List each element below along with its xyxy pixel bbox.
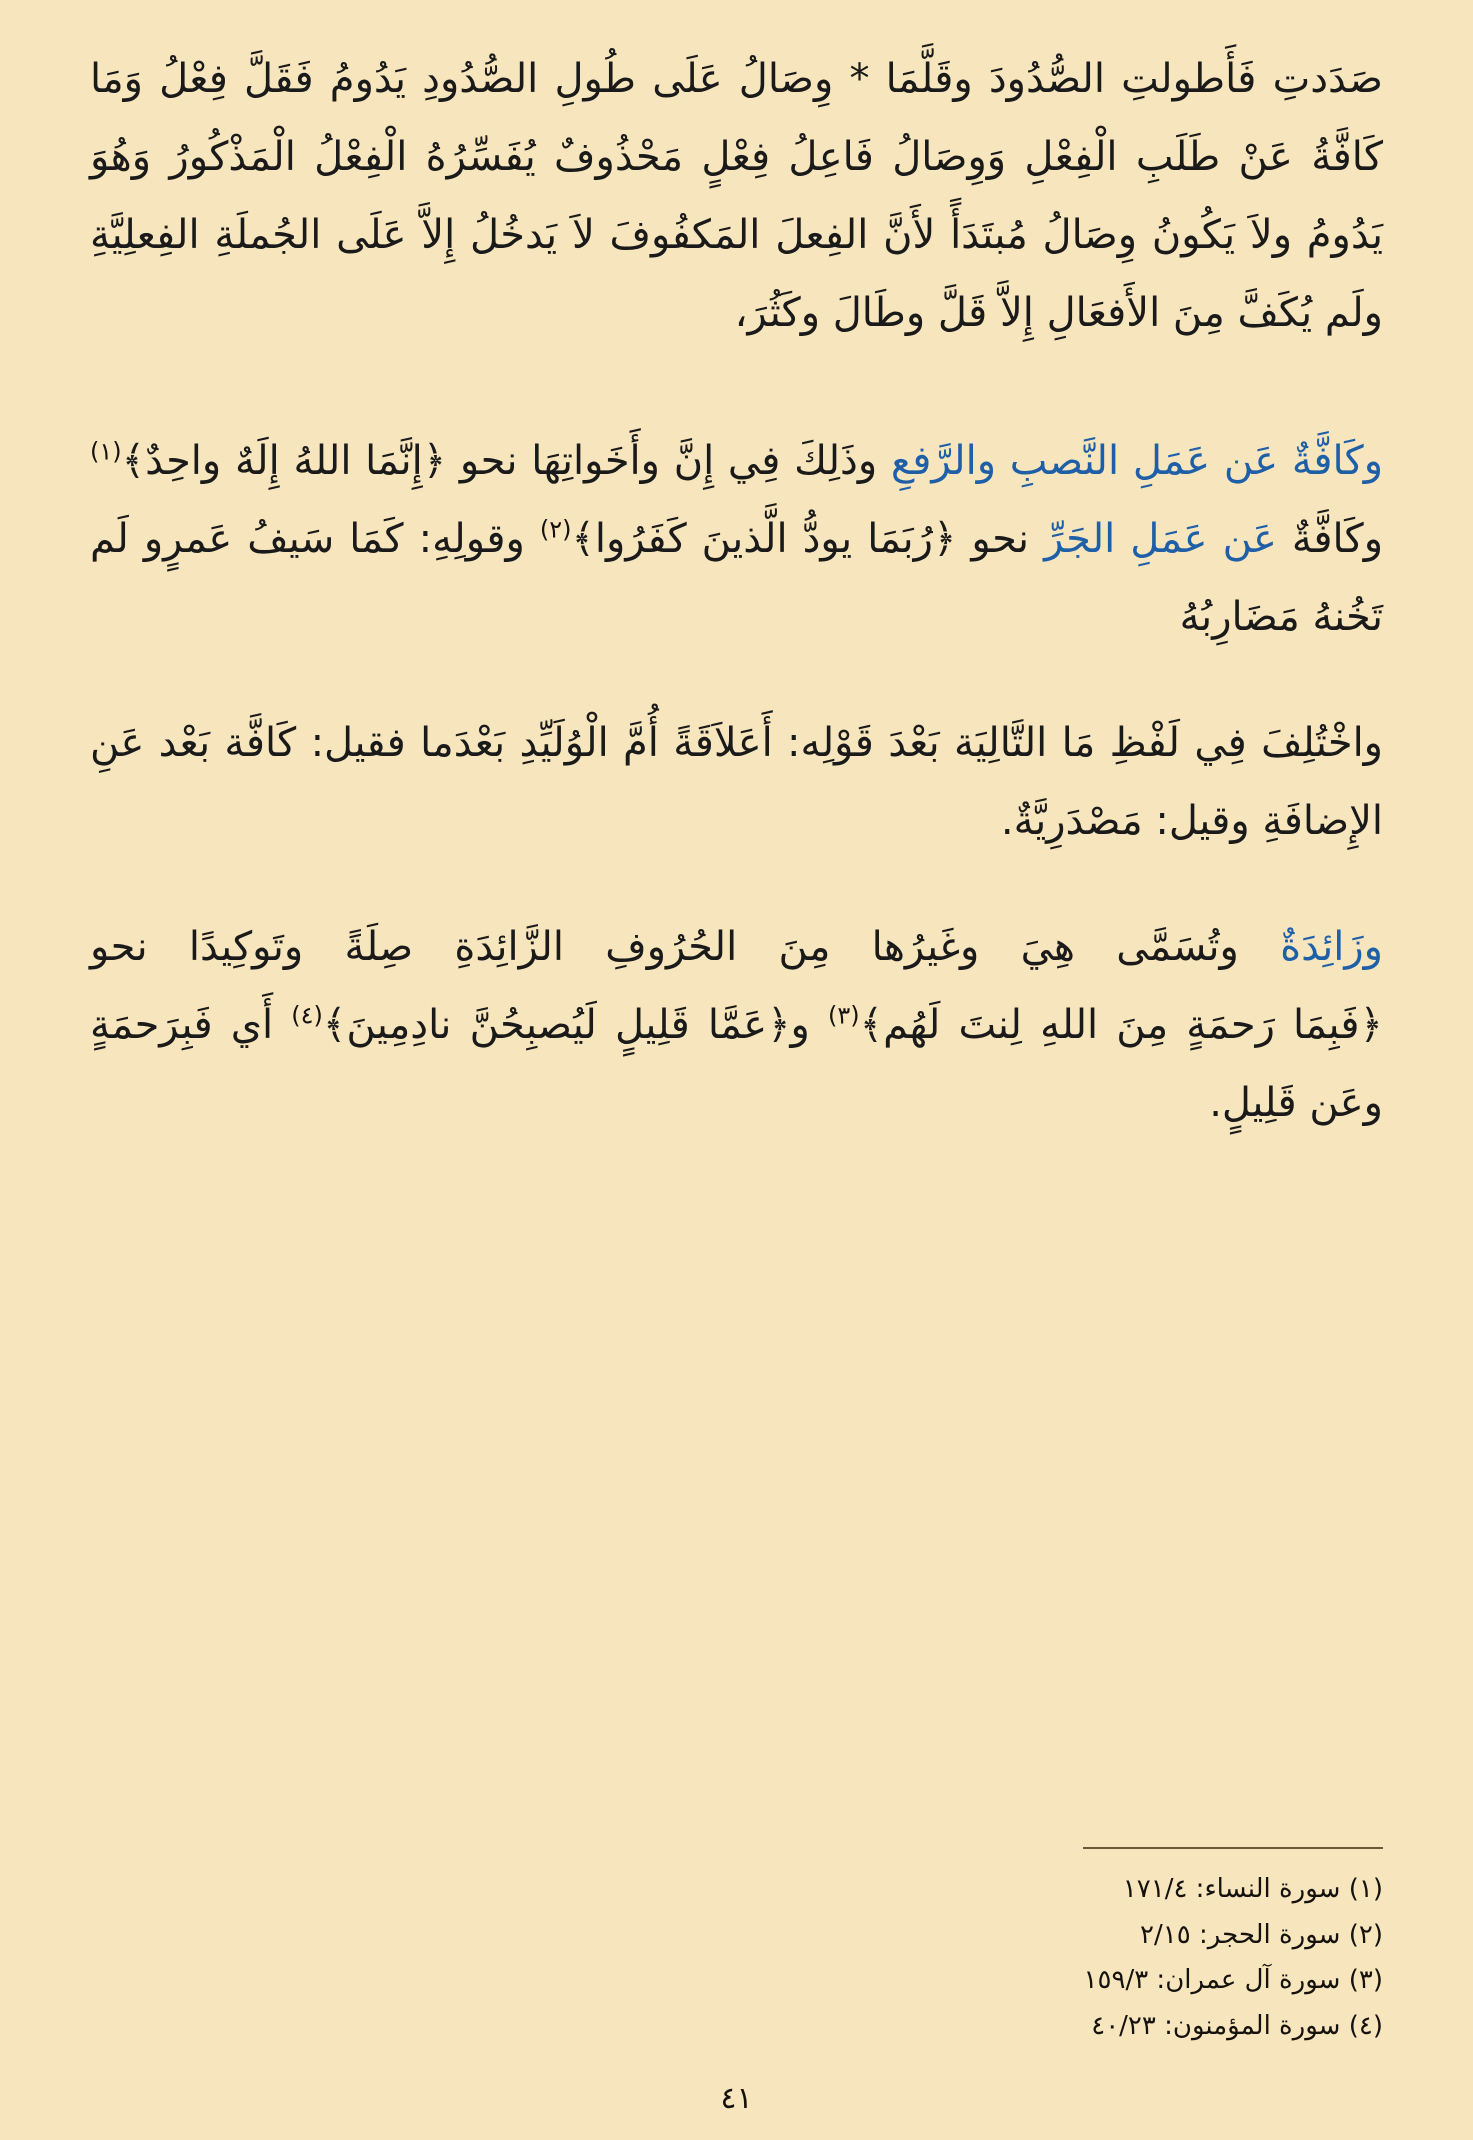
quran-quote-2: ﴿رُبَمَا يودُّ الَّذينَ كَفَرُوا﴾ [571, 516, 957, 562]
paragraph-4-highlight-1: وزَائِدَةٌ [1280, 924, 1383, 970]
paragraph-2-text-1: وذَلِكَ فِي إِنَّ وأَخَواتِهَا نحو [446, 438, 891, 484]
footnote-item [763, 2004, 1383, 2050]
paragraph-4-text-1: وتُسَمَّى هِيَ وغَيرُها مِنَ الحُرُوفِ الزَّائِدَةِ صِلَةً وتَوكِيدًا نحو [90, 924, 1281, 970]
paragraph-2-text-3: نحو [956, 516, 1045, 562]
footnote-text: سورة النساء: ١٧١/٤ [1122, 1874, 1341, 1904]
footnote-separator-rule [1083, 1847, 1383, 1849]
footnote-block [763, 1847, 1383, 2049]
paragraph-4-text-2: و [790, 1002, 828, 1048]
paragraph-2-highlight-1: وكَافَّةٌ عَن عَمَلِ النَّصبِ والرَّفعِ [890, 438, 1384, 484]
paragraph-1 [90, 40, 1383, 352]
quran-quote-3: ﴿فَبِمَا رَحمَةٍ مِنَ اللهِ لِنتَ لَهُم﴾ [859, 1002, 1383, 1048]
footnote-ref-3[interactable]: (٣) [827, 1001, 860, 1030]
paragraph-3-text: واخْتُلِفَ فِي لَفْظِ مَا التَّالِيَة بَعْدَ قَوْلِه: أَعَلاَقَةً أُمَّ الْوُلَيِّدِ بَعْدَما فقيل: كَافَّة بَعْد عَنِ الإِضافَةِ وقيل: مَصْدَرِيَّةٌ. [90, 720, 1383, 844]
footnote-ref-2[interactable]: (٢) [539, 515, 572, 544]
paragraph-2-highlight-2: عَن عَمَلِ الجَرِّ [1044, 516, 1277, 562]
quran-quote-4: ﴿عَمَّا قَلِيلٍ لَيُصبِحُنَّ نادِمِينَ﴾ [322, 1002, 791, 1048]
footnote-ref-1[interactable]: (١) [90, 437, 122, 466]
paragraph-4 [90, 908, 1383, 1142]
footnote-marker: (٢) [1348, 1919, 1383, 1950]
footnote-item [763, 1867, 1383, 1913]
paragraph-1-text: صَدَدتِ فَأَطولتِ الصُّدُودَ وقَلَّمَا * وِصَالُ عَلَى طُولِ الصُّدُودِ يَدُومُ فَقَلَّ فِعْلُ وَمَا كَافَّةُ عَنْ طَلَبِ الْفِعْلِ وَوِصَالُ فَاعِلُ فِعْلٍ مَحْذُوفٌ يُفَسِّرُهُ الْفِعْلُ الْمَذْكُورُ وَهُوَ يَدُومُ ولاَ يَكُونُ وِصَالُ مُبتَدَأً لأَنَّ الفِعلَ المَكفُوفَ لاَ يَدخُلُ إِلاَّ عَلَى الجُملَةِ الفِعلِيَّةِ ولَم يُكَفَّ مِنَ الأَفعَالِ إِلاَّ قَلَّ وطَالَ وكَثُرَ، [90, 56, 1383, 336]
paragraph-2-text-2: وكَافَّةٌ [1276, 516, 1384, 562]
page-number: ٤١ [720, 2081, 753, 2116]
paragraph-2 [90, 422, 1383, 656]
page-spacer [90, 1190, 1383, 1837]
footnote-text: سورة آل عمران: ١٥٩/٣ [1083, 1965, 1341, 1995]
footnote-text: سورة الحجر: ٢/١٥ [1140, 1919, 1341, 1950]
paragraph-3 [90, 704, 1383, 860]
paragraph-4-text-3: أَي فَبِرَحمَةٍ وعَن قَلِيلٍ. [90, 1002, 1383, 1126]
footnote-ref-4[interactable]: (٤) [291, 1001, 323, 1030]
footnote-item [763, 1913, 1383, 1959]
footnotes-section [90, 1847, 1383, 2055]
footnote-marker: (١) [1348, 1874, 1383, 1904]
footnote-text: سورة المؤمنون: ٤٠/٢٣ [1091, 2010, 1341, 2041]
footnote-marker: (٣) [1348, 1965, 1383, 1995]
footnote-item [763, 1958, 1383, 2004]
footnote-marker: (٤) [1348, 2010, 1383, 2041]
quran-quote-1: ﴿إِنَّمَا اللهُ إِلَهٌ واحِدٌ﴾ [121, 438, 447, 484]
paragraph-2-text-4: وقولِهِ: كَمَا سَيفُ عَمرٍو لَم تَخُنهُ مَضَارِبُهُ [90, 516, 1383, 640]
